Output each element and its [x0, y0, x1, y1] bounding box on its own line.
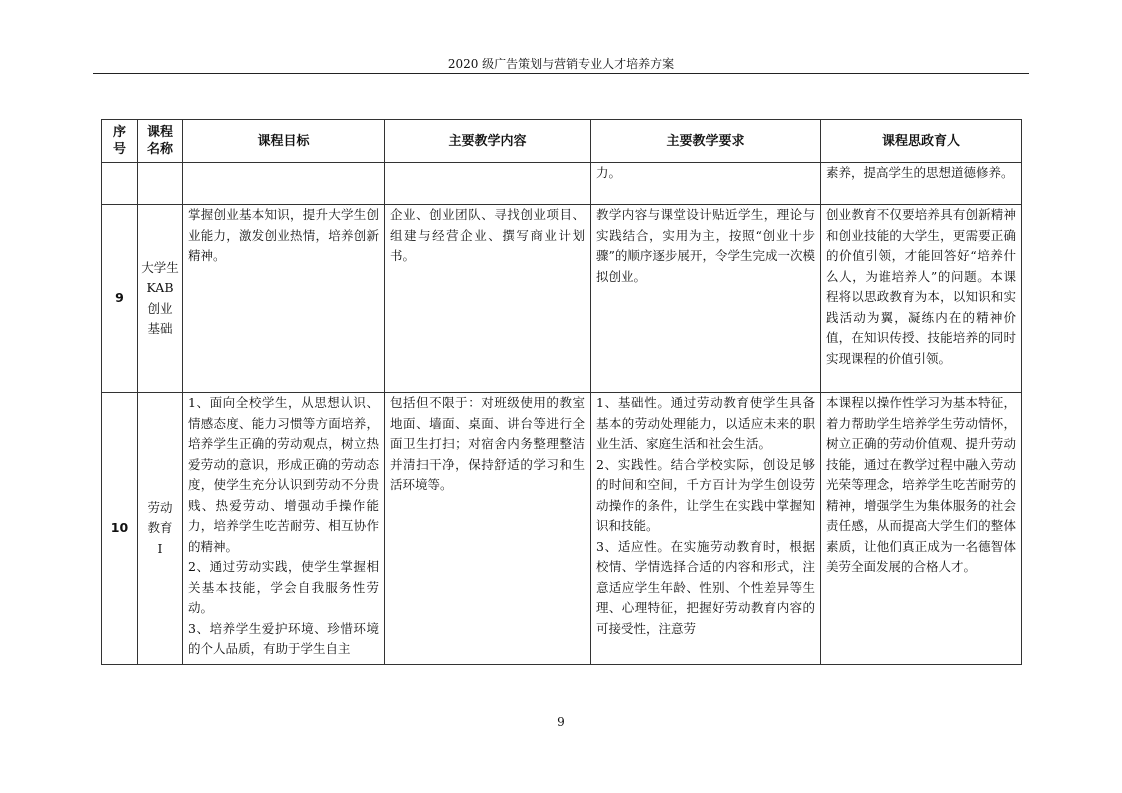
course-goal: 掌握创业基本知识，提升大学生创业能力，激发创业热情，培养创新精神。: [183, 205, 385, 393]
column-header-name: 课程 名称: [138, 120, 183, 163]
header-divider: [93, 73, 1029, 74]
ideology-education: 本课程以操作性学习为基本特征，着力帮助学生培养学生劳动情怀，树立正确的劳动价值观、提升劳动技能，通过在教学过程中融入劳动光荣等理念，培养学生吃苦耐劳的精神，增强学生为集体服务的社会责任感，从而提高大学生们的整体素质，让他们真正成为一名德智体美劳全面发展的合格人才。: [821, 393, 1022, 665]
course-name: [138, 163, 183, 205]
course-goal: [183, 163, 385, 205]
column-header-num: 序 号: [102, 120, 138, 163]
teaching-requirement: 力。: [591, 163, 821, 205]
table-row: [102, 205, 1022, 393]
row-number: 10: [102, 393, 138, 665]
column-header-goal: 课程目标: [183, 120, 385, 163]
page-number: 9: [557, 715, 565, 729]
row-number: [102, 163, 138, 205]
course-name: 劳动 教育 Ⅰ: [138, 393, 183, 665]
column-header-ideology: 课程思政育人: [821, 120, 1022, 163]
ideology-education: 素养，提高学生的思想道德修养。: [821, 163, 1022, 205]
ideology-education: 创业教育不仅要培养具有创新精神和创业技能的大学生，更需要正确的价值引领，才能回答好“培养什么人，为谁培养人”的问题。本课程将以思政教育为本，以知识和实践活动为翼，凝练内在的精神价值，在知识传授、技能培养的同时实现课程的价值引领。: [821, 205, 1022, 393]
course-table: [101, 119, 1022, 665]
teaching-content: 企业、创业团队、寻找创业项目、组建与经营企业、撰写商业计划书。: [385, 205, 591, 393]
teaching-requirement: 1、基础性。通过劳动教育使学生具备基本的劳动处理能力，以适应未来的职业生活、家庭生活和社会生活。 2、实践性。结合学校实际，创设足够的时间和空间，千方百计为学生创设劳动操作的条件，让学生在实践中掌握知识和技能。 3、适应性。在实施劳动教育时，根据校情、学情选择合适的内容和形式，注意适应学生年龄、性别、个性差异等生理、心理特征，把握好劳动教育内容的可接受性，注意劳: [591, 393, 821, 665]
course-goal: 1、面向全校学生，从思想认识、情感态度、能力习惯等方面培养，培养学生正确的劳动观点，树立热爱劳动的意识，形成正确的劳动态度，使学生充分认识到劳动不分贵贱、热爱劳动、增强动手操作能力，培养学生吃苦耐劳、相互协作的精神。 2、通过劳动实践，使学生掌握相关基本技能，学会自我服务性劳动。 3、培养学生爱护环境、珍惜环境的个人品质，有助于学生自主: [183, 393, 385, 665]
table-header-row: [102, 120, 1022, 163]
page-header-title: 2020 级广告策划与营销专业人才培养方案: [447, 57, 675, 71]
teaching-content: 包括但不限于：对班级使用的教室地面、墙面、桌面、讲台等进行全面卫生打扫；对宿舍内务整理整洁并清扫干净，保持舒适的学习和生活环境等。: [385, 393, 591, 665]
teaching-requirement: 教学内容与课堂设计贴近学生，理论与实践结合，实用为主，按照“创业十步骤”的顺序逐步展开，令学生完成一次模拟创业。: [591, 205, 821, 393]
teaching-content: [385, 163, 591, 205]
row-number: 9: [102, 205, 138, 393]
column-header-content: 主要教学内容: [385, 120, 591, 163]
table-row: [102, 393, 1022, 665]
column-header-requirement: 主要教学要求: [591, 120, 821, 163]
table-row: [102, 163, 1022, 205]
course-name: 大学生 KAB 创业 基础: [138, 205, 183, 393]
